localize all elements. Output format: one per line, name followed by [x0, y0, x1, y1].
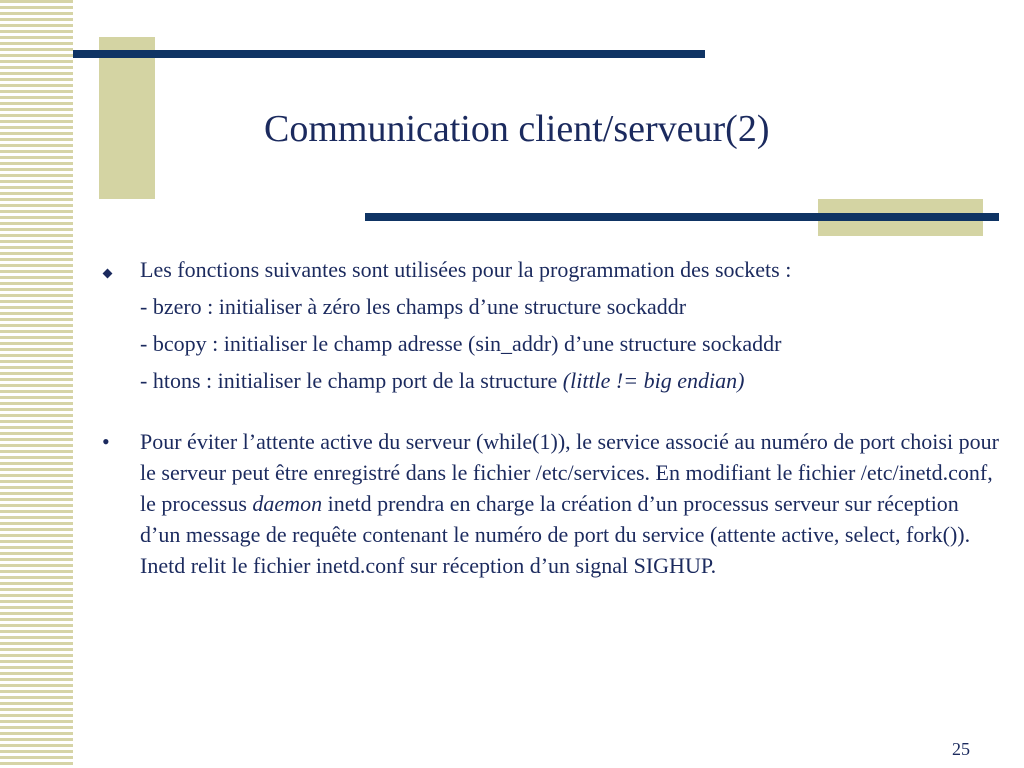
sub-item-bcopy: - bcopy : initialiser le champ adresse (sin_addr) d’une structure sockaddr [140, 331, 782, 356]
inetd-text-part2: inetd prendra en charge la création d’un processus serveur sur réception d’un message de requête contenant le numéro de port du service (attente active, select, fork()). Inetd relit le fichier inetd.conf sur réception d’un signal SIGHUP. [140, 491, 971, 578]
htons-italic-note: (little != big endian) [562, 368, 745, 393]
bullet-item-inetd [100, 426, 1000, 581]
decorative-stripes [0, 0, 73, 768]
inetd-italic-daemon: daemon [252, 491, 323, 516]
sub-item-bzero: - bzero : initialiser à zéro les champs d’une structure sockaddr [140, 294, 687, 319]
decorative-tan-block-top [99, 37, 155, 199]
bullet-item-functions [100, 254, 1000, 285]
decorative-rule-bottom [365, 213, 999, 221]
inetd-text-part1: Pour éviter l’attente active du serveur (while(1)), le service associé au numéro de port choisi pour le serveur peut être enregistré dans le fichier /etc/services. En modifiant le fichier /etc/inetd.conf, le processus [140, 429, 999, 516]
sub-item-htons [100, 365, 1000, 396]
slide-title: Communication client/serveur(2) [264, 108, 770, 150]
decorative-rule-top [73, 50, 705, 58]
slide-body [100, 254, 1000, 581]
htons-text: - htons : initialiser le champ port de la structure [140, 368, 563, 393]
diamond-bullet-icon [100, 254, 128, 285]
page-number: 25 [952, 739, 970, 759]
bullet-lead-text: Les fonctions suivantes sont utilisées pour la programmation des sockets : [140, 257, 792, 282]
round-bullet-icon: • [102, 429, 110, 454]
